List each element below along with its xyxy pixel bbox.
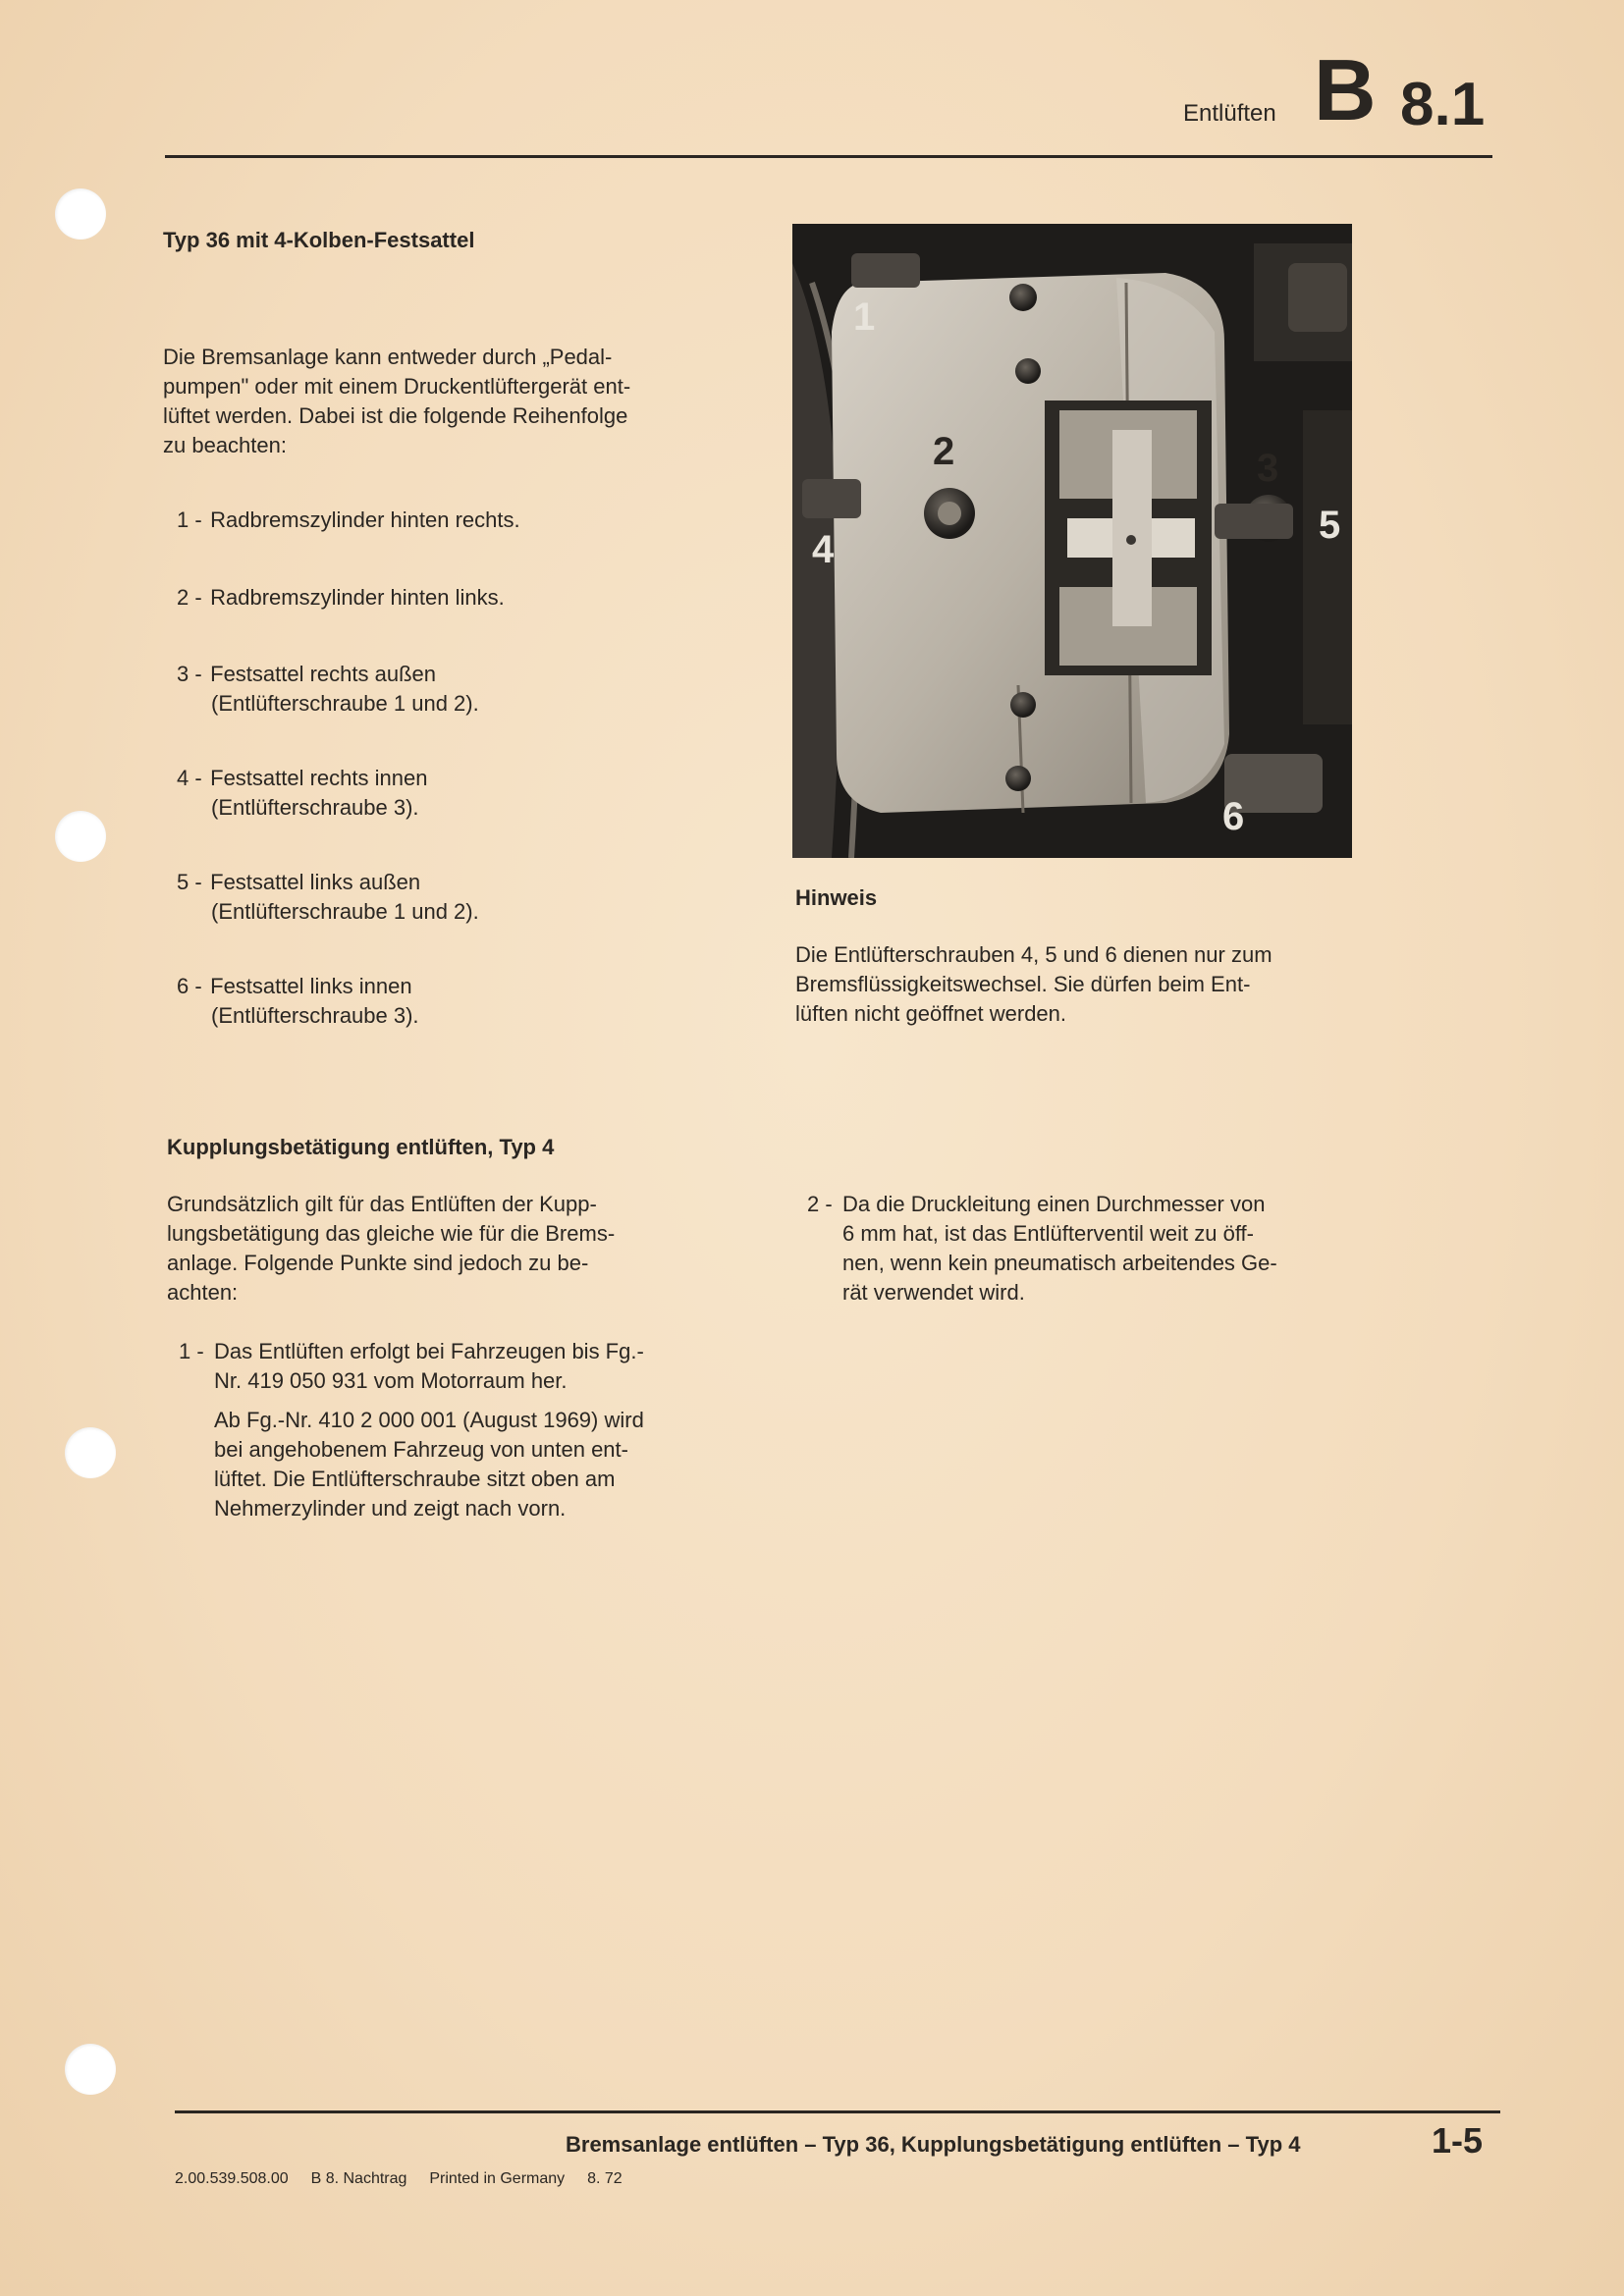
step-item: 5 - Festsattel links außen (Entlüfterschraube 1 und 2).: [177, 870, 479, 924]
header-chapter-letter: B: [1314, 41, 1375, 138]
item-line: bei angehobenem Fahrzeug von unten ent-: [214, 1437, 628, 1462]
printed-in: Printed in Germany: [429, 2170, 566, 2187]
kupplung-item-2: [807, 1190, 1357, 1308]
item-line: Nr. 419 050 931 vom Motorraum her.: [214, 1368, 568, 1393]
photo-label: 6: [1222, 795, 1245, 838]
section-title-kupplung: Kupplungsbetätigung entlüften, Typ 4: [167, 1135, 555, 1159]
kupplung-item-1: [179, 1337, 729, 1523]
intro-line: anlage. Folgende Punkte sind jedoch zu be-: [167, 1251, 589, 1275]
doc-code: 2.00.539.508.00: [175, 2170, 289, 2187]
page-header: [1159, 41, 1492, 139]
caliper-illustration: [792, 224, 1352, 858]
intro-line: pumpen" oder mit einem Druckentlüftergerät ent-: [163, 374, 631, 399]
hinweis-line: Die Entlüfterschrauben 4, 5 und 6 dienen nur zum: [795, 942, 1272, 967]
item-line: rät verwendet wird.: [842, 1280, 1025, 1305]
step-item: 3 - Festsattel rechts außen (Entlüfterschraube 1 und 2).: [177, 662, 479, 716]
photo-label: 3: [1257, 447, 1279, 490]
punch-hole: [65, 1427, 116, 1478]
item-number: 2 -: [807, 1192, 833, 1216]
photo-label: 1: [853, 295, 876, 339]
punch-hole: [55, 811, 106, 862]
hinweis-text: [795, 940, 1357, 1029]
item-line: 6 mm hat, ist das Entlüfterventil weit zu öff-: [842, 1221, 1254, 1246]
supplement: B 8. Nachtrag: [310, 2170, 407, 2187]
item-line: Das Entlüften erfolgt bei Fahrzeugen bis Fg.-: [214, 1339, 644, 1363]
intro-line: lungsbetätigung das gleiche wie für die Brems-: [167, 1221, 616, 1246]
item-line: nen, wenn kein pneumatisch arbeitendes Ge-: [842, 1251, 1277, 1275]
section-title-typ36: Typ 36 mit 4-Kolben-Festsattel: [163, 228, 475, 252]
header-section-word: Entlüften: [1183, 100, 1276, 127]
intro-line: Die Bremsanlage kann entweder durch „Pedal-: [163, 345, 613, 369]
step-item: 2 - Radbremszylinder hinten links.: [177, 585, 505, 610]
hinweis-title: Hinweis: [795, 885, 878, 910]
header-rule: [165, 155, 1492, 158]
intro-line: achten:: [167, 1280, 239, 1305]
section1-intro: [163, 343, 723, 460]
step-item: 1 - Radbremszylinder hinten rechts.: [177, 507, 520, 532]
section2-intro: [167, 1190, 727, 1308]
hinweis-line: lüften nicht geöffnet werden.: [795, 1001, 1067, 1026]
photo-label: 5: [1319, 504, 1341, 547]
item-line: Ab Fg.-Nr. 410 2 000 001 (August 1969) wird: [214, 1408, 644, 1432]
punch-hole: [55, 188, 106, 240]
intro-line: zu beachten:: [163, 433, 287, 457]
photo-label: 2: [933, 430, 955, 473]
item-line: Nehmerzylinder und zeigt nach vorn.: [214, 1496, 567, 1521]
header-chapter-number: 8.1: [1400, 71, 1486, 138]
footer-rule: [175, 2110, 1500, 2113]
item-line: lüftet. Die Entlüfterschraube sitzt oben am: [214, 1467, 616, 1491]
footer-title: Bremsanlage entlüften – Typ 36, Kupplungsbetätigung entlüften – Typ 4: [566, 2132, 1301, 2157]
caliper-photo: [792, 224, 1352, 858]
intro-line: Grundsätzlich gilt für das Entlüften der Kupp-: [167, 1192, 597, 1216]
intro-line: lüftet werden. Dabei ist die folgende Reihenfolge: [163, 403, 628, 428]
item-line: Da die Druckleitung einen Durchmesser von: [842, 1192, 1266, 1216]
footer-imprint: [175, 2170, 623, 2188]
print-date: 8. 72: [587, 2170, 623, 2187]
page-number: 1-5: [1432, 2120, 1484, 2161]
hinweis-line: Bremsflüssigkeitswechsel. Sie dürfen beim Ent-: [795, 972, 1251, 996]
step-item: 4 - Festsattel rechts innen (Entlüfterschraube 3).: [177, 766, 428, 820]
photo-label: 4: [812, 528, 835, 571]
step-item: 6 - Festsattel links innen (Entlüfterschraube 3).: [177, 974, 419, 1028]
punch-hole: [65, 2044, 116, 2095]
item-number: 1 -: [179, 1339, 204, 1363]
